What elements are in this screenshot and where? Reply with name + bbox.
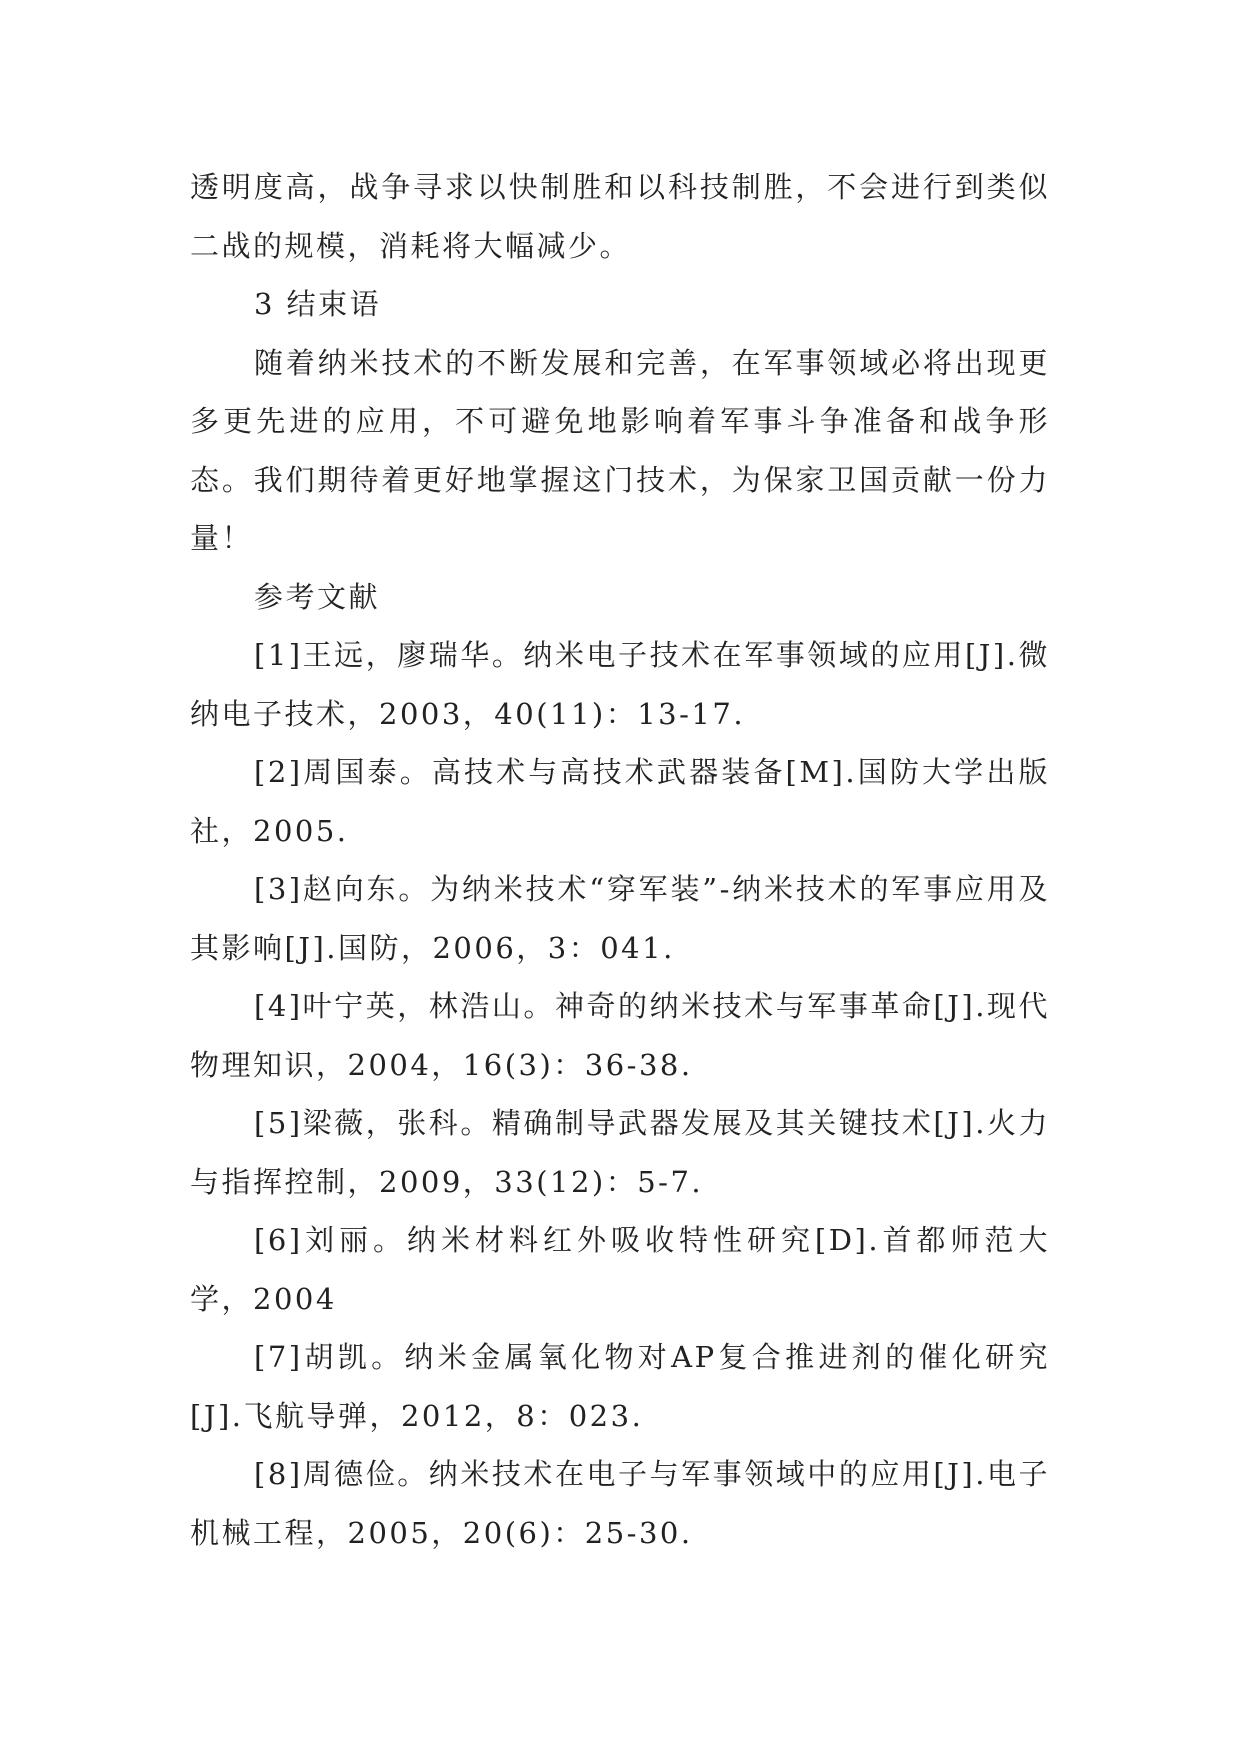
reference-item-1: [1]王远，廖瑞华。纳米电子技术在军事领域的应用[J].微纳电子技术，2003，40(11)：13-17. <box>190 638 1050 731</box>
reference-item-7: [7]胡凯。纳米金属氧化物对AP复合推进剂的催化研究[J].飞航导弹，2012，8：023. <box>190 1340 1050 1433</box>
section-heading-conclusion: 3 结束语 <box>254 287 382 321</box>
reference-item-2: [2]周国泰。高技术与高技术武器装备[M].国防大学出版社，2005. <box>190 755 1050 848</box>
reference-item-6: [6]刘丽。纳米材料红外吸收特性研究[D].首都师范大学，2004 <box>190 1223 1050 1316</box>
reference-item-3: [3]赵向东。为纳米技术“穿军装”-纳米技术的军事应用及其影响[J].国防，2006，3：041. <box>190 872 1050 965</box>
reference-item-4: [4]叶宁英，林浩山。神奇的纳米技术与军事革命[J].现代物理知识，2004，16(3)：36-38. <box>190 989 1050 1082</box>
document-page <box>190 158 1050 1562</box>
reference-item-8: [8]周德俭。纳米技术在电子与军事领域中的应用[J].电子机械工程，2005，20(6)：25-30. <box>190 1457 1050 1550</box>
reference-item-5: [5]梁薇，张科。精确制导武器发展及其关键技术[J].火力与指挥控制，2009，33(12)：5-7. <box>190 1106 1050 1199</box>
body-paragraph-conclusion: 随着纳米技术的不断发展和完善，在军事领域必将出现更多更先进的应用，不可避免地影响着军事斗争准备和战争形态。我们期待着更好地掌握这门技术，为保家卫国贡献一份力量！ <box>190 345 1050 555</box>
section-heading-references: 参考文献 <box>254 579 381 614</box>
body-paragraph-continuation: 透明度高，战争寻求以快制胜和以科技制胜，不会进行到类似二战的规模，消耗将大幅减少。 <box>190 170 1050 263</box>
